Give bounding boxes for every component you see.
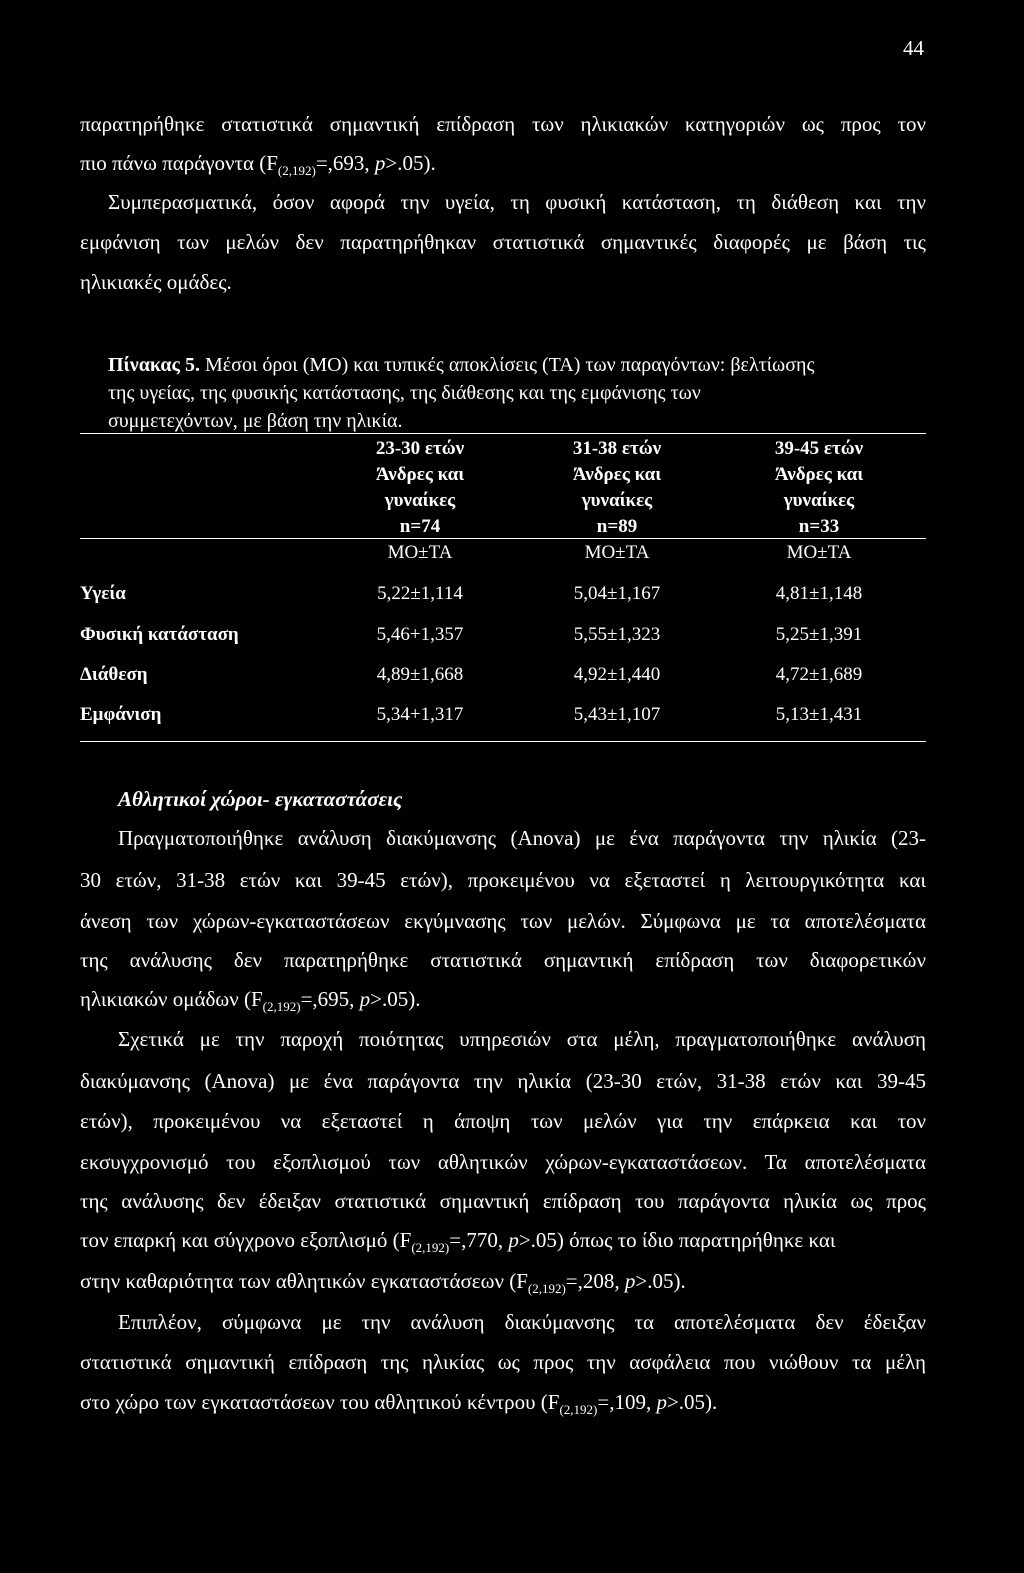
col-header-1: 23-30 ετών Άνδρες και γυναίκες n=74 <box>375 438 465 537</box>
table-cell: 5,25±1,391 <box>775 624 863 645</box>
section-title: Αθλητικοί χώροι- εγκαταστάσεις <box>118 787 403 811</box>
table-cell: 5,34+1,317 <box>376 704 464 725</box>
intro-line-2: πιο πάνω παράγοντα ($F_{(2,192)}=,693$, p>.05). <box>80 151 436 179</box>
table-cell: 5,55±1,323 <box>573 624 661 645</box>
para1-line-1: Πραγματοποιήθηκε ανάλυση διακύμανσης (Anova) με ένα παράγοντα την ηλικία (23- <box>118 826 926 850</box>
table-cell: 4,89±1,668 <box>376 664 464 685</box>
table-bottom-rule <box>80 741 926 742</box>
stat-label-1: ΜΟ±ΤΑ <box>387 542 453 563</box>
para1-line-2: 30 ετών, 31-38 ετών και 39-45 ετών), προκειμένου να εξεταστεί η λειτουργικότητα και <box>80 868 926 892</box>
table-top-rule <box>80 433 926 434</box>
table-header-rule <box>80 538 926 539</box>
intro-line-4: εμφάνιση των μελών δεν παρατηρήθηκαν στατιστικά σημαντικές διαφορές με βάση τις <box>80 230 926 254</box>
para1-line-3: άνεση των χώρων-εγκαταστάσεων εκγύμνασης των μελών. Σύμφωνα με τα αποτελέσματα <box>80 909 926 933</box>
para2-line-4: εκσυγχρονισμό του εξοπλισμού των αθλητικών χώρων-εγκαταστάσεων. Τα αποτελέσματα <box>80 1150 926 1174</box>
table-cell: 4,72±1,689 <box>775 664 863 685</box>
col-header-3: 39-45 ετών Άνδρες και γυναίκες n=33 <box>774 438 864 537</box>
para2-line-3: ετών), προκειμένου να εξεταστεί η άποψη των μελών για την επάρκεια και τον <box>80 1109 926 1133</box>
para3-line-3: στο χώρο των εγκαταστάσεων του αθλητικού κέντρου ($F_{(2,192)}=,109$, p>.05). <box>80 1390 718 1418</box>
table-cell: 4,92±1,440 <box>573 664 661 685</box>
table-cell: 5,43±1,107 <box>573 704 661 725</box>
para2-line-5: της ανάλυσης δεν έδειξαν στατιστικά σημαντική επίδραση του παράγοντα ηλικία ως προς <box>80 1189 926 1213</box>
intro-line-1: παρατηρήθηκε στατιστικά σημαντική επίδραση των ηλικιακών κατηγοριών ως προς τον <box>80 112 926 136</box>
table-caption-line-3: συμμετεχόντων, με βάση την ηλικία. <box>108 410 403 432</box>
table-cell: 5,46+1,357 <box>376 624 464 645</box>
table-caption: Πίνακας 5. Μέσοι όροι (ΜΟ) και τυπικές αποκλίσεις (ΤΑ) των παραγόντων: βελτίωσης <box>108 354 815 376</box>
table-cell: 4,81±1,148 <box>775 583 863 604</box>
row-label: Εμφάνιση <box>80 704 162 725</box>
table-cell: 5,04±1,167 <box>573 583 661 604</box>
para2-line-6: τον επαρκή και σύγχρονο εξοπλισμό ($F_{(2,192)}=,770$, p>.05) όπως το ίδιο παρατηρήθηκε και <box>80 1228 836 1256</box>
table-caption-line-2: της υγείας, της φυσικής κατάστασης, της διάθεσης και της εμφάνισης των <box>108 382 701 404</box>
intro-line-3: Συμπερασματικά, όσον αφορά την υγεία, τη φυσική κατάσταση, τη διάθεση και την <box>108 190 926 214</box>
para3-line-1: Επιπλέον, σύμφωνα με την ανάλυση διακύμανσης τα αποτελέσματα δεν έδειξαν <box>118 1310 926 1334</box>
col-header-2: 31-38 ετών Άνδρες και γυναίκες n=89 <box>572 438 662 537</box>
para2-line-1: Σχετικά με την παροχή ποιότητας υπηρεσιών στα μέλη, πραγματοποιήθηκε ανάλυση <box>118 1027 926 1051</box>
row-label: Φυσική κατάσταση <box>80 624 239 645</box>
stat-label-3: ΜΟ±ΤΑ <box>786 542 852 563</box>
para2-line-7: στην καθαριότητα των αθλητικών εγκαταστάσεων ($F_{(2,192)}=,208$, p>.05). <box>80 1269 686 1297</box>
row-label: Διάθεση <box>80 664 148 685</box>
table-cell: 5,22±1,114 <box>377 583 463 604</box>
page-number: 44 <box>903 36 924 60</box>
para1-line-4: της ανάλυσης δεν παρατηρήθηκε στατιστικά σημαντική επίδραση των διαφορετικών <box>80 948 926 972</box>
table-cell: 5,13±1,431 <box>775 704 863 725</box>
stat-label-2: ΜΟ±ΤΑ <box>584 542 650 563</box>
row-label: Υγεία <box>80 583 126 604</box>
para3-line-2: στατιστικά σημαντική επίδραση της ηλικίας ως προς την ασφάλεια που νιώθουν τα μέλη <box>80 1350 926 1374</box>
para1-line-5: ηλικιακών ομάδων ($F_{(2,192)}=,695$, p>.05). <box>80 987 421 1015</box>
intro-line-5: ηλικιακές ομάδες. <box>80 270 232 294</box>
para2-line-2: διακύμανσης (Anova) με ένα παράγοντα την ηλικία (23-30 ετών, 31-38 ετών και 39-45 <box>80 1069 926 1093</box>
